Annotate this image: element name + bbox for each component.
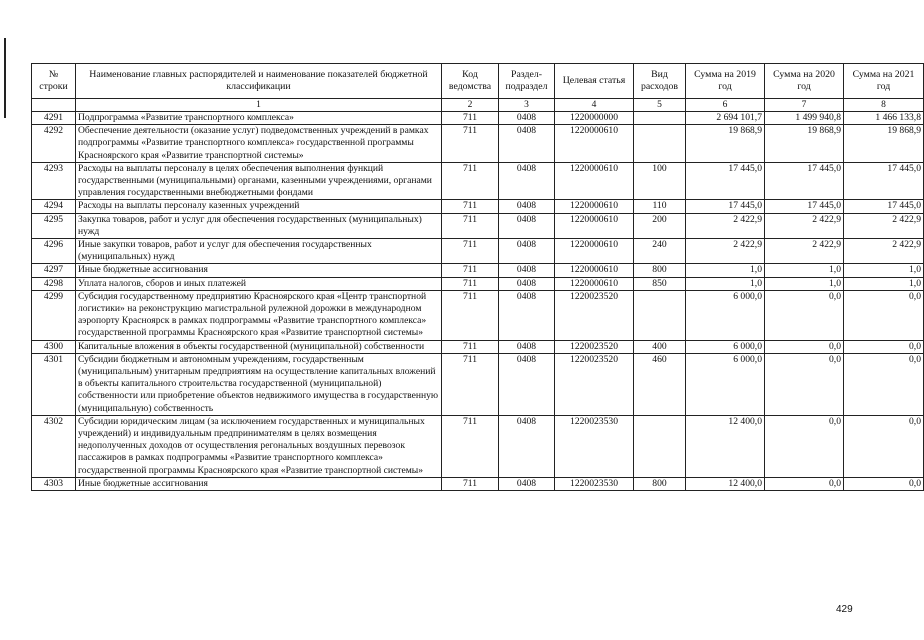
row-sum-2020: 0,0 bbox=[765, 340, 844, 353]
row-target-article: 1220000610 bbox=[555, 213, 634, 238]
row-sum-2021: 0,0 bbox=[844, 353, 924, 415]
row-sum-2021: 17 445,0 bbox=[844, 200, 924, 213]
table-row bbox=[32, 340, 924, 353]
row-expense-kind: 800 bbox=[634, 264, 686, 277]
row-sum-2021: 0,0 bbox=[844, 340, 924, 353]
row-expense-kind: 460 bbox=[634, 353, 686, 415]
row-section: 0408 bbox=[499, 112, 555, 125]
row-number: 4293 bbox=[32, 162, 76, 200]
row-sum-2019: 1,0 bbox=[686, 277, 765, 290]
row-sum-2020: 0,0 bbox=[765, 415, 844, 477]
row-number: 4296 bbox=[32, 239, 76, 264]
row-name: Субсидии юридическим лицам (за исключением государственных и муниципальных учреждений) и индивидуальным предпринимателям в целях возмещения недополученных доходов от осуществления регональных воздушных перевозок пассажиров в рамках подпрограммы «Развитие транспортного комплекса» государственной программы Красноярского края «Развитие транспортной системы» bbox=[76, 415, 442, 477]
page-edge-mark bbox=[4, 38, 6, 118]
row-number: 4303 bbox=[32, 477, 76, 490]
row-dept-code: 711 bbox=[442, 415, 499, 477]
budget-table bbox=[31, 63, 924, 491]
row-number: 4300 bbox=[32, 340, 76, 353]
row-expense-kind: 200 bbox=[634, 213, 686, 238]
table-row bbox=[32, 277, 924, 290]
column-number: 8 bbox=[844, 99, 924, 112]
row-dept-code: 711 bbox=[442, 125, 499, 163]
row-dept-code: 711 bbox=[442, 277, 499, 290]
row-expense-kind: 240 bbox=[634, 239, 686, 264]
row-number: 4294 bbox=[32, 200, 76, 213]
row-sum-2021: 0,0 bbox=[844, 290, 924, 340]
row-target-article: 1220000610 bbox=[555, 125, 634, 163]
row-dept-code: 711 bbox=[442, 213, 499, 238]
row-expense-kind bbox=[634, 290, 686, 340]
row-dept-code: 711 bbox=[442, 290, 499, 340]
row-sum-2021: 2 422,9 bbox=[844, 213, 924, 238]
row-sum-2020: 19 868,9 bbox=[765, 125, 844, 163]
row-expense-kind bbox=[634, 415, 686, 477]
table-row bbox=[32, 264, 924, 277]
table-row bbox=[32, 477, 924, 490]
row-dept-code: 711 bbox=[442, 264, 499, 277]
row-sum-2019: 19 868,9 bbox=[686, 125, 765, 163]
row-target-article: 1220000610 bbox=[555, 277, 634, 290]
row-dept-code: 711 bbox=[442, 162, 499, 200]
row-sum-2019: 17 445,0 bbox=[686, 162, 765, 200]
row-sum-2019: 6 000,0 bbox=[686, 353, 765, 415]
row-expense-kind: 100 bbox=[634, 162, 686, 200]
row-section: 0408 bbox=[499, 290, 555, 340]
row-sum-2021: 17 445,0 bbox=[844, 162, 924, 200]
row-sum-2020: 17 445,0 bbox=[765, 162, 844, 200]
row-sum-2020: 1,0 bbox=[765, 264, 844, 277]
row-sum-2021: 1,0 bbox=[844, 277, 924, 290]
row-number: 4299 bbox=[32, 290, 76, 340]
row-target-article: 1220000610 bbox=[555, 200, 634, 213]
row-expense-kind bbox=[634, 112, 686, 125]
row-name: Закупка товаров, работ и услуг для обеспечения государственных (муниципальных) нужд bbox=[76, 213, 442, 238]
row-sum-2020: 1 499 940,8 bbox=[765, 112, 844, 125]
table-header bbox=[32, 64, 924, 112]
row-sum-2020: 17 445,0 bbox=[765, 200, 844, 213]
row-section: 0408 bbox=[499, 239, 555, 264]
row-dept-code: 711 bbox=[442, 477, 499, 490]
row-expense-kind: 400 bbox=[634, 340, 686, 353]
column-number: 5 bbox=[634, 99, 686, 112]
table-row bbox=[32, 112, 924, 125]
row-sum-2021: 2 422,9 bbox=[844, 239, 924, 264]
table-row bbox=[32, 200, 924, 213]
row-sum-2019: 6 000,0 bbox=[686, 290, 765, 340]
header-row bbox=[32, 64, 924, 99]
table-row bbox=[32, 290, 924, 340]
column-number: 7 bbox=[765, 99, 844, 112]
column-number: 6 bbox=[686, 99, 765, 112]
header-expense-kind: Вид расходов bbox=[634, 64, 686, 99]
column-number-row bbox=[32, 99, 924, 112]
row-sum-2019: 2 422,9 bbox=[686, 213, 765, 238]
row-number: 4301 bbox=[32, 353, 76, 415]
row-name: Уплата налогов, сборов и иных платежей bbox=[76, 277, 442, 290]
row-sum-2019: 6 000,0 bbox=[686, 340, 765, 353]
column-number: 2 bbox=[442, 99, 499, 112]
row-number: 4295 bbox=[32, 213, 76, 238]
row-sum-2019: 1,0 bbox=[686, 264, 765, 277]
row-number: 4297 bbox=[32, 264, 76, 277]
row-sum-2020: 2 422,9 bbox=[765, 239, 844, 264]
row-target-article: 1220000610 bbox=[555, 264, 634, 277]
row-dept-code: 711 bbox=[442, 353, 499, 415]
row-target-article: 1220023530 bbox=[555, 477, 634, 490]
row-section: 0408 bbox=[499, 125, 555, 163]
column-number: 1 bbox=[76, 99, 442, 112]
row-name: Иные бюджетные ассигнования bbox=[76, 477, 442, 490]
row-section: 0408 bbox=[499, 277, 555, 290]
table-row bbox=[32, 353, 924, 415]
row-sum-2019: 2 694 101,7 bbox=[686, 112, 765, 125]
row-sum-2021: 1,0 bbox=[844, 264, 924, 277]
header-sum-2021: Сумма на 2021 год bbox=[844, 64, 924, 99]
row-name: Обеспечение деятельности (оказание услуг) подведомственных учреждений в рамках подпрограммы «Развитие транспортного комплекса» государственной программы Красноярского края «Развитие транспортной системы» bbox=[76, 125, 442, 163]
row-expense-kind: 800 bbox=[634, 477, 686, 490]
header-section: Раздел-подраздел bbox=[499, 64, 555, 99]
table-row bbox=[32, 239, 924, 264]
page-number: 429 bbox=[836, 604, 853, 615]
row-sum-2020: 0,0 bbox=[765, 353, 844, 415]
row-name: Расходы на выплаты персоналу казенных учреждений bbox=[76, 200, 442, 213]
row-number: 4298 bbox=[32, 277, 76, 290]
header-dept-code: Код ведомства bbox=[442, 64, 499, 99]
table-row bbox=[32, 162, 924, 200]
table-row bbox=[32, 213, 924, 238]
row-sum-2021: 0,0 bbox=[844, 477, 924, 490]
row-name: Иные закупки товаров, работ и услуг для обеспечения государственных (муниципальных) нужд bbox=[76, 239, 442, 264]
row-section: 0408 bbox=[499, 213, 555, 238]
row-target-article: 1220000610 bbox=[555, 239, 634, 264]
column-number: 4 bbox=[555, 99, 634, 112]
header-name: Наименование главных распорядителей и наименование показателей бюджетной классификации bbox=[76, 64, 442, 99]
header-sum-2019: Сумма на 2019 год bbox=[686, 64, 765, 99]
row-sum-2020: 0,0 bbox=[765, 290, 844, 340]
row-sum-2020: 0,0 bbox=[765, 477, 844, 490]
row-section: 0408 bbox=[499, 264, 555, 277]
row-target-article: 1220000610 bbox=[555, 162, 634, 200]
row-target-article: 1220000000 bbox=[555, 112, 634, 125]
row-expense-kind: 110 bbox=[634, 200, 686, 213]
row-section: 0408 bbox=[499, 477, 555, 490]
row-number: 4292 bbox=[32, 125, 76, 163]
column-number: 3 bbox=[499, 99, 555, 112]
row-section: 0408 bbox=[499, 162, 555, 200]
row-name: Иные бюджетные ассигнования bbox=[76, 264, 442, 277]
row-name: Капитальные вложения в объекты государственной (муниципальной) собственности bbox=[76, 340, 442, 353]
row-name: Расходы на выплаты персоналу в целях обеспечения выполнения функций государственными (муниципальными) органами, казенными учреждениями, органами управления государственными внебюджетными фондами bbox=[76, 162, 442, 200]
row-name: Субсидия государственному предприятию Красноярского края «Центр транспортной логистики» на реконструкцию магистральной рулежной дорожки в международном аэропорту Красноярск в рамках подпрограммы «Развитие транспортного комплекса» государственной программы Красноярского края «Развитие транспортной системы» bbox=[76, 290, 442, 340]
row-target-article: 1220023530 bbox=[555, 415, 634, 477]
row-target-article: 1220023520 bbox=[555, 290, 634, 340]
row-section: 0408 bbox=[499, 340, 555, 353]
row-sum-2020: 2 422,9 bbox=[765, 213, 844, 238]
row-sum-2021: 1 466 133,8 bbox=[844, 112, 924, 125]
row-sum-2021: 19 868,9 bbox=[844, 125, 924, 163]
row-sum-2020: 1,0 bbox=[765, 277, 844, 290]
row-dept-code: 711 bbox=[442, 112, 499, 125]
row-dept-code: 711 bbox=[442, 239, 499, 264]
row-number: 4302 bbox=[32, 415, 76, 477]
table-row bbox=[32, 125, 924, 163]
row-sum-2019: 12 400,0 bbox=[686, 415, 765, 477]
row-section: 0408 bbox=[499, 353, 555, 415]
table-body bbox=[32, 112, 924, 491]
row-target-article: 1220023520 bbox=[555, 340, 634, 353]
row-dept-code: 711 bbox=[442, 200, 499, 213]
row-target-article: 1220023520 bbox=[555, 353, 634, 415]
row-section: 0408 bbox=[499, 415, 555, 477]
row-name: Подпрограмма «Развитие транспортного комплекса» bbox=[76, 112, 442, 125]
table-row bbox=[32, 415, 924, 477]
row-name: Субсидии бюджетным и автономным учреждениям, государственным (муниципальным) унитарным предприятиям на осуществление капитальных вложений в объекты капитального строительства государственной (муниципальной) собственности или приобретение объектов недвижимого имущества в государственную (муниципальную) собственность bbox=[76, 353, 442, 415]
row-sum-2019: 17 445,0 bbox=[686, 200, 765, 213]
row-sum-2019: 12 400,0 bbox=[686, 477, 765, 490]
row-sum-2021: 0,0 bbox=[844, 415, 924, 477]
column-number bbox=[32, 99, 76, 112]
row-dept-code: 711 bbox=[442, 340, 499, 353]
header-row-number: № строки bbox=[32, 64, 76, 99]
row-number: 4291 bbox=[32, 112, 76, 125]
row-expense-kind: 850 bbox=[634, 277, 686, 290]
row-sum-2019: 2 422,9 bbox=[686, 239, 765, 264]
row-expense-kind bbox=[634, 125, 686, 163]
header-target-article: Целевая статья bbox=[555, 64, 634, 99]
header-sum-2020: Сумма на 2020 год bbox=[765, 64, 844, 99]
row-section: 0408 bbox=[499, 200, 555, 213]
